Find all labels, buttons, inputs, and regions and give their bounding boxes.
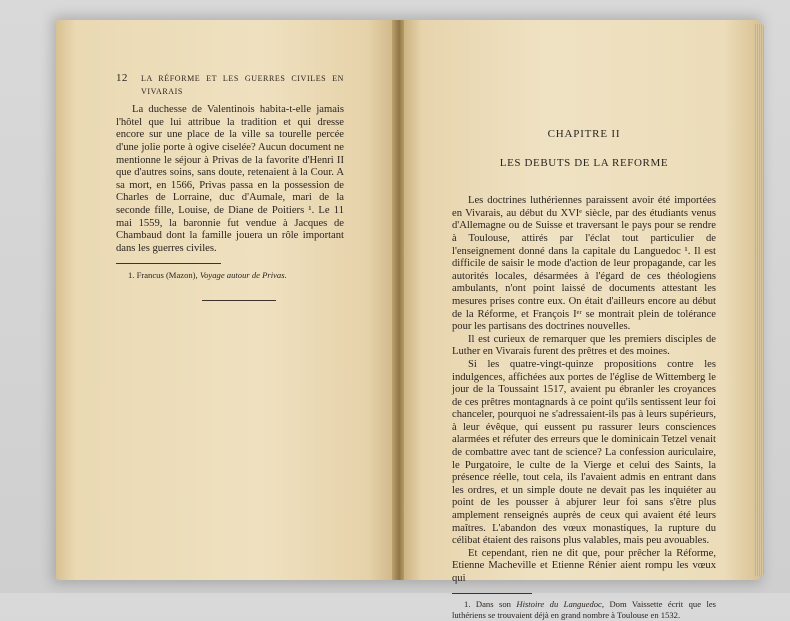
right-paragraph-3: Si les quatre-vingt-quinze propositions contre les indulgences, affichées aux portes de l'église de Wittemberg le jour de la Toussaint 1517, avaient pu ébranler les croyances de ces prêtres montagnards à ce point qu'ils sentissent leur foi chanceler, pourquoi ne s'adressaient-ils pas à leurs supérieurs, à leur évêque, qui eussent pu rassurer leurs consciences alarmées et réfuter des erreurs que le dominicain Tetzel venait de combattre avec tant de science? La confession auriculaire, le Purgatoire, le culte de la Vierge et celui des Saints, la présence réelle, tout cela, ils l'avaient admis en entrant dans les ordres, et un simple doute ne devait pas les inquiéter au point de les pousser à abjurer leur foi sans s'être plus amplement renseignés auprès de ceux qui avaient été leurs maîtres. L'abandon des vœux monastiques, la rupture du célibat étaient des raisons plus valables, mais peu avouables. [452, 358, 716, 547]
footnote-rule-right [452, 593, 532, 594]
chapter-title: LES DEBUTS DE LA REFORME [499, 156, 669, 169]
chapter-label: CHAPITRE II [547, 128, 621, 140]
right-footnote-title: Histoire du Languedoc, [516, 598, 605, 609]
left-page [56, 20, 396, 580]
right-footnote [452, 599, 716, 621]
right-paragraph-4: Et cependant, rien ne dit que, pour prêcher la Réforme, Etienne Macheville et Etienne Rénier aient rompu les vœux qui [452, 547, 716, 584]
end-rule [202, 300, 276, 301]
running-head [116, 72, 344, 98]
left-page-content [116, 72, 344, 281]
left-footnote-title: Voyage autour de Privas. [199, 270, 287, 281]
footnote-rule [116, 263, 221, 264]
left-footnote [116, 270, 344, 281]
right-page [404, 20, 760, 620]
right-paragraph-2: Il est curieux de remarquer que les premiers disciples de Luther en Vivarais furent des prêtres et des moines. [452, 333, 716, 358]
running-head-title: LA RÉFORME ET LES GUERRES CIVILES EN VIVARAIS [140, 74, 344, 96]
right-footnote-prefix: 1. Dans son [464, 598, 511, 609]
page-edges [754, 24, 764, 576]
left-footnote-prefix: 1. Francus (Mazon), [128, 270, 198, 281]
open-book [56, 20, 760, 620]
right-footnote-rest: Dom Vaissette écrit que les luthériens se trouvaient déjà en grand nombre à Toulouse en 1532. [452, 598, 716, 620]
page-number: 12 [116, 72, 128, 84]
right-page-content [452, 128, 716, 621]
right-paragraph-1: Les doctrines luthériennes paraissent avoir été importées en Vivarais, au début du XVIᵉ siècle, par des étudiants venus d'Allemagne ou de Suisse et traversant le pays pour se rendre à Toulouse, attirés par l'éclat tout particulier de l'enseignement donné dans la capitale du Languedoc ¹. Il est difficile de saisir le mode d'action de leur propagande, car les autorités locales, désarmées à l'égard de ces théologiens ambulants, n'ont point laissé de documents attestant les mesures prises contre eux. On était d'ailleurs encore au début de la Réforme, et François Iᵉʳ se montrait plein de tolérance pour les partisans des doctrines nouvelles. [452, 195, 716, 333]
left-paragraph: La duchesse de Valentinois habita-t-elle jamais l'hôtel que lui attribue la tradition et qui dresse encore sur une place de la ville sa tourelle percée d'une jolie porte à ogive ciselée? Aucun document ne mentionne le séjour à Privas de la favorite d'Henri II que d'autres soins, sans doute, retenaient à la Cour. A sa mort, en 1566, Privas passa en la possession de Charles de Lorraine, duc d'Aumale, mari de la seconde fille, Louise, de Diane de Poitiers ¹. Le 11 mai 1559, la baronnie fut vendue à Jacques de Chambaud dont la famille jouera un rôle important dans les guerres civiles. [116, 104, 344, 254]
